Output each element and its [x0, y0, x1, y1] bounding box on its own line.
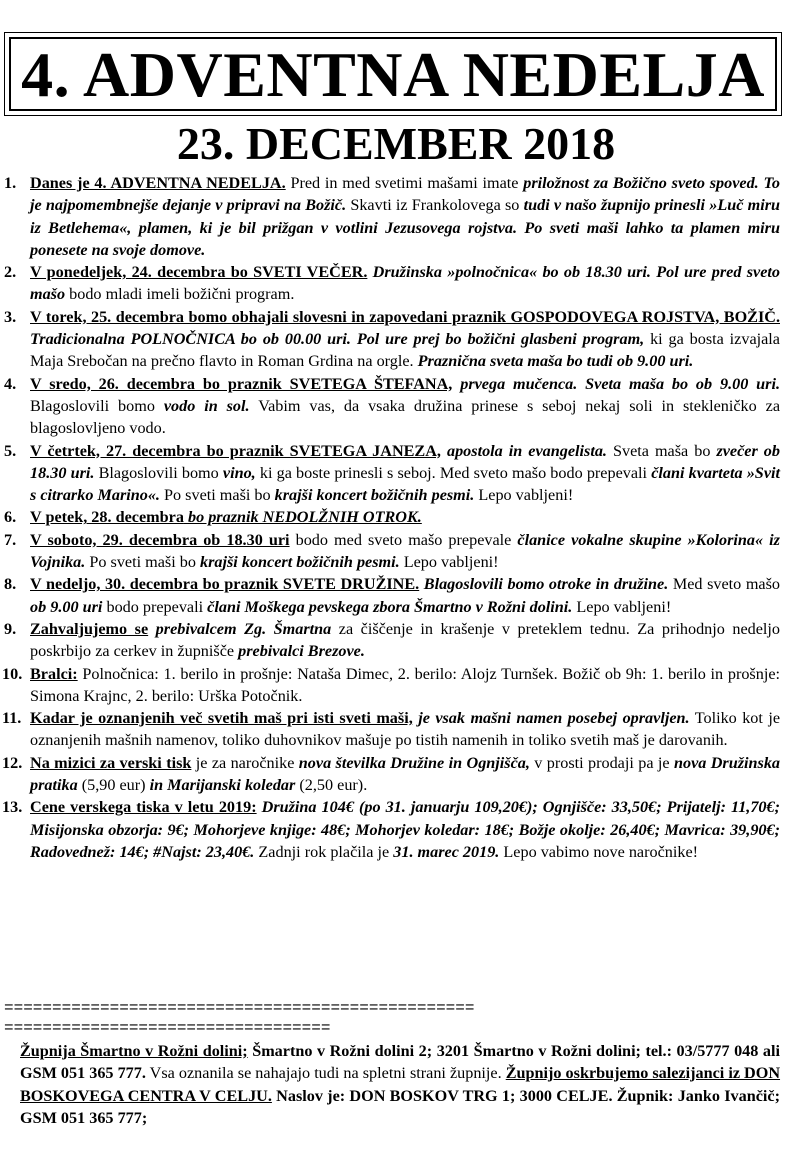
item-emphasis: Družinska »polnočnica« bo ob 18.30 uri. Pol ure pred sveto mašo [30, 263, 781, 304]
item-emphasis: zvečer ob 18.30 uri. [30, 441, 780, 482]
announcement-item-8 [4, 573, 780, 618]
item-number: 13. [2, 798, 23, 817]
announcement-item-13 [4, 796, 780, 863]
item-emphasis: tudi v našo župnijo prinesli »Luč miru iz Betlehema«, plamen, ki je bil prižgan v votlini Jezusovega rojstva. Po sveti maši lahko ta plamen miru ponesete na svoje domove. [30, 196, 780, 259]
item-number: 4. [4, 374, 17, 393]
item-emphasis: člani kvarteta »Svit s citrarko Marino«. [30, 463, 780, 505]
announcement-item-6 [4, 506, 780, 528]
item-text: ki ga bosta izvajala Maja Srebočan na prečno flavto in Roman Grdina na orgle. [30, 330, 780, 371]
item-text: Lepo vabljeni! [474, 486, 574, 505]
item-text: Skavti iz Frankolovega so [346, 196, 524, 215]
item-number: 3. [4, 307, 17, 326]
item-emphasis: nova Družinska pratika [30, 753, 781, 795]
page-title: 4. ADVENTNA NEDELJA [9, 37, 777, 111]
item-number: 9. [4, 619, 17, 638]
item-emphasis: Tradicionalna POLNOČNICA bo ob 00.00 uri. Pol ure prej bo božični glasbeni program, [30, 330, 645, 349]
item-text: Lepo vabljeni! [399, 553, 499, 572]
announcement-item-9 [4, 618, 780, 663]
item-emphasis: Praznična sveta maša bo tudi ob 9.00 uri. [417, 352, 694, 371]
item-emphasis: nova številka Družine in Ognjišča, [298, 753, 530, 772]
item-text: (5,90 eur) [77, 776, 150, 795]
item-emphasis: bo praznik NEDOLŽNIH OTROK. [183, 508, 422, 527]
footer-address: Šmartno v Rožni dolini 2; 3201 Šmartno v Rožni dolini; tel.: 03/5777 048 ali GSM 051 365 777. [20, 1042, 780, 1083]
announcement-item-4 [4, 373, 780, 440]
item-number: 11. [2, 709, 22, 728]
page-date: 23. DECEMBER 2018 [176, 118, 616, 169]
item-number: 2. [4, 263, 17, 282]
item-emphasis: prebivalcem Zg. Šmartna [155, 619, 332, 638]
item-emphasis: Družina 104€ (po 31. januarju 109,20€); Ognjišče: 33,50€; Prijatelj: 11,70€; Misijonska obzorja: 9€; Mohorjeve knjige: 48€; Mohorjev koledar: 18€; Božje okolje: 26,40€; Mavrica: 39,90€; Radovednež: 14€; #Najst: 23,40€. [30, 798, 781, 861]
item-heading: V soboto, 29. decembra ob 18.30 uri [30, 530, 290, 549]
item-text: bodo med sveto mašo prepevale [289, 530, 518, 549]
item-heading: V sredo, 26. decembra bo praznik SVETEGA ŠTEFANA, [30, 374, 453, 393]
item-number: 10. [2, 664, 23, 683]
item-emphasis: priložnost za Božično sveto spoved. To je najpomembnejše dejanje v pripravi na Božič. [30, 174, 780, 215]
item-text: Lepo vabimo nove naročnike! [499, 842, 699, 861]
item-text: Blagoslovili bomo [30, 396, 164, 415]
item-heading: Kadar je oznanjenih več svetih maš pri isti sveti maši, [30, 709, 413, 728]
item-emphasis: prvega mučenca. Sveta maša bo ob 9.00 uri. [460, 374, 780, 393]
item-text: bodo prepevali [102, 597, 208, 616]
footer-contact: Naslov je: DON BOSKOV TRG 1; 3000 CELJE. Župnik: Janko Ivančič; GSM 051 365 777; [20, 1086, 780, 1127]
separator-line: ================================== [4, 1019, 331, 1037]
announcement-item-10 [4, 663, 780, 708]
separator-line: ================================================= [4, 999, 475, 1017]
announcement-item-3 [4, 306, 780, 373]
item-emphasis: ob 9.00 uri [30, 597, 103, 616]
item-text: Po sveti maši bo [159, 486, 275, 505]
announcement-item-1 [4, 172, 780, 261]
footer-text: Vsa oznanila se nahajajo tudi na spletni strani župnije. [145, 1064, 506, 1083]
item-emphasis: krajši koncert božičnih pesmi. [200, 553, 400, 572]
item-heading: Cene verskega tiska v letu 2019: [30, 798, 257, 817]
item-heading: V ponedeljek, 24. decembra bo SVETI VEČER. [30, 263, 368, 282]
item-emphasis: je vsak mašni namen posebej opravljen. [418, 709, 690, 728]
item-heading: V nedeljo, 30. decembra bo praznik SVETE DRUŽINE. [30, 575, 420, 594]
item-emphasis: prebivalci Brezove. [238, 642, 365, 661]
item-text: v prosti prodaji pa je [529, 753, 674, 772]
item-number: 12. [2, 753, 23, 772]
announcement-item-11 [4, 707, 780, 752]
item-emphasis: in Marijanski koledar [149, 776, 296, 795]
item-heading: V torek, 25. decembra bomo obhajali slovesni in zapovedani praznik GOSPODOVEGA ROJSTVA, BOŽIČ. [30, 307, 780, 326]
item-emphasis: vino, [222, 463, 256, 482]
item-text: Lepo vabljeni! [572, 597, 672, 616]
item-text: Po sveti maši bo [85, 553, 200, 572]
item-number: 7. [4, 530, 17, 549]
item-text: Vabim vas, da vsaka družina prinese s seboj nekaj soli in stekleničko za blagoslovljeno vodo. [30, 396, 781, 438]
announcement-item-2 [4, 261, 780, 306]
item-emphasis: 31. marec 2019. [393, 842, 500, 861]
item-text: Polnočnica: 1. berilo in prošnje: Nataša Dimec, 2. berilo: Alojz Turnšek. Božič ob 9h: 1. berilo in prošnje: Simona Krajnc, 2. berilo: Urška Potočnik. [30, 664, 780, 705]
item-number: 1. [4, 174, 17, 192]
item-emphasis: vodo in sol. [163, 396, 250, 415]
item-heading: Zahvaljujemo se [30, 619, 149, 638]
item-text: za čiščenje in krašenje v preteklem tednu. Za prihodnjo nedeljo poskrbijo za cerkev in župnišče [30, 619, 781, 661]
item-emphasis: člani Moškega pevskega zbora Šmartno v Rožni dolini. [207, 597, 573, 616]
item-text: (2,50 eur). [295, 776, 368, 795]
title-frame [4, 32, 782, 116]
item-text: Zadnji rok plačila je [254, 842, 394, 861]
announcement-item-12 [4, 752, 780, 797]
item-emphasis: Blagoslovili bomo otroke in družine. [423, 575, 669, 594]
item-text: Sveta maša bo [606, 441, 717, 460]
item-text: Med sveto mašo [668, 575, 781, 594]
item-text: Toliko kot je oznanjenih mašnih namenov, toliko duhovnikov mašuje po tistih namenih in toliko svetih maš je darovanih. [30, 709, 781, 750]
item-text: Pred in med svetimi mašami imate [285, 174, 524, 192]
item-number: 8. [4, 575, 17, 594]
item-text: bodo mladi imeli božični program. [65, 285, 295, 304]
parish-footer [4, 1040, 780, 1129]
item-text [148, 620, 156, 638]
item-text: ki ga boste prinesli s seboj. Med sveto mašo bodo prepevali [255, 463, 652, 482]
announcement-list [4, 172, 780, 863]
item-heading: V četrtek, 27. decembra bo praznik SVETEGA JANEZA, [30, 441, 441, 460]
item-number: 6. [4, 508, 17, 527]
item-heading: Bralci: [30, 664, 78, 683]
announcement-item-7 [4, 529, 780, 574]
item-text: je za naročnike [191, 753, 299, 772]
item-heading: Na mizici za verski tisk [30, 753, 192, 772]
footer-salesians: Župnijo oskrbujemo salezijanci iz DON BOSKOVEGA CENTRA V CELJU. [20, 1064, 781, 1105]
item-emphasis: apostola in evangelista. [446, 441, 607, 460]
footer-parish-name: Župnija Šmartno v Rožni dolini; [20, 1042, 248, 1060]
item-text: Blagoslovili bomo [94, 463, 223, 482]
item-emphasis: članice vokalne skupine »Kolorina« iz Vojnika. [30, 530, 780, 572]
item-heading: Danes je 4. ADVENTNA NEDELJA. [30, 174, 286, 192]
item-emphasis: krajši koncert božičnih pesmi. [274, 486, 475, 505]
item-heading: V petek, 28. decembra [30, 508, 184, 527]
announcement-item-5 [4, 440, 780, 507]
item-number: 5. [4, 441, 17, 460]
